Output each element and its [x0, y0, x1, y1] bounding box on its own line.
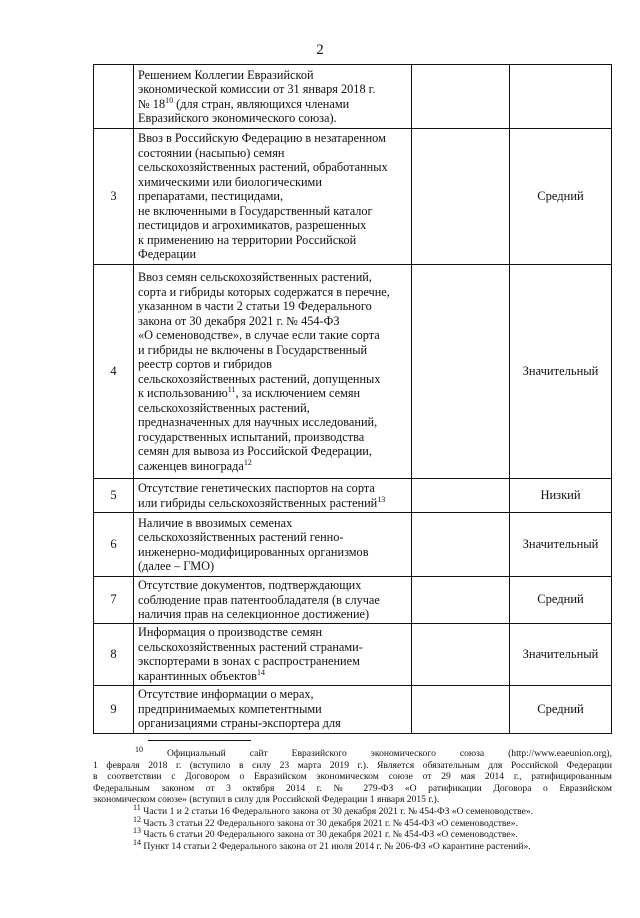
description-line: Отсутствие генетических паспортов на сорта — [138, 481, 375, 495]
description-line: карантинных объектов$^{14}$ — [138, 667, 265, 683]
footnote-ref: 14 — [133, 837, 141, 847]
footnote-ref: 10 — [165, 95, 174, 105]
row-number: 9 — [94, 685, 134, 733]
risk-level: Значительный — [510, 513, 612, 577]
risk-level: Значительный — [510, 265, 612, 479]
description-line: инженерно-модифицированных организмов — [138, 544, 369, 559]
description-line: к применению на территории Российской — [138, 232, 357, 247]
description-line: саженцев винограда$^{12}$ — [138, 457, 252, 473]
description-line: Ввоз в Российскую Федерацию в незатаренном — [138, 131, 386, 146]
description-line: закона от 30 декабря 2021 г. № 454-ФЗ — [138, 313, 340, 328]
risk-indicator-table — [93, 64, 612, 734]
footnote-item: $^{13}$ Часть 6 статьи 20 Федерального закона от 30 декабря 2021 г. № 454-ФЗ «О семеноводстве». — [133, 825, 518, 841]
description-line: государственных испытаний, производства — [138, 429, 365, 444]
description-line: к использованию$^{11}$, за исключением семян — [138, 384, 361, 400]
row-number: 6 — [94, 513, 134, 577]
risk-level: Значительный — [510, 623, 612, 685]
table-row — [94, 129, 612, 265]
description-line: наличия прав на селекционное достижение) — [138, 607, 370, 621]
risk-level: Низкий — [510, 479, 612, 513]
footnote-separator — [148, 740, 251, 741]
description-line: сельскохозяйственных растений генно- — [138, 530, 344, 544]
table-row — [94, 65, 612, 129]
description-line: пестицидов и агрохимикатов, разрешенных — [138, 218, 367, 233]
empty-cell — [412, 479, 510, 513]
empty-cell — [412, 65, 510, 129]
footnotes — [93, 744, 612, 852]
footnote-ref: 10 — [135, 744, 143, 754]
page-number: 2 — [316, 42, 324, 58]
risk-level — [510, 65, 612, 129]
description-line: сельскохозяйственных растений, обработанных — [138, 160, 388, 175]
description-line: Евразийского экономического союза). — [138, 111, 337, 125]
footnote-item: $^{14}$ Пункт 14 статьи 2 Федерального закона от 21 июля 2014 г. № 206-ФЗ «О карантине растений». — [133, 837, 531, 852]
risk-level: Средний — [510, 129, 612, 265]
risk-level: Средний — [510, 685, 612, 733]
footnote-list — [93, 802, 612, 852]
row-description — [134, 129, 412, 265]
description-line: Решением Коллегии Евразийской — [138, 67, 314, 82]
footnote-line: 1 февраля 2018 г. (вступило в силу 23 марта 2019 г.). Является обязательным для Российской Федерации — [93, 759, 612, 771]
row-description — [134, 623, 412, 685]
description-line: препаратами, пестицидами, — [138, 189, 284, 204]
empty-cell — [412, 623, 510, 685]
row-description — [134, 265, 412, 479]
empty-cell — [412, 265, 510, 479]
description-line: № $18^{10}$ (для стран, являющихся членами — [138, 95, 350, 111]
row-description — [134, 65, 412, 129]
description-line: Информация о производстве семян — [138, 625, 323, 639]
footnote-ref: 14 — [256, 667, 265, 677]
description-line: «О семеноводстве», в случае если такие сорта — [138, 328, 380, 342]
description-line: указанном в части 2 статьи 19 Федерального — [138, 299, 372, 313]
description-line: предпринимаемых компетентными — [138, 701, 322, 716]
empty-cell — [412, 129, 510, 265]
footnote-line: $^{10}$ Официальный сайт Евразийского экономического союза (http://www.eaeunion.org), — [135, 744, 612, 759]
description-line: не включенными в Государственный каталог — [138, 203, 373, 218]
table-row — [94, 577, 612, 624]
description-line: Федерации — [138, 247, 197, 262]
footnote-ref: 11 — [227, 384, 236, 394]
footnote-item: $^{12}$ Часть 3 статьи 22 Федерального закона от 30 декабря 2021 г. № 454-ФЗ «О семеноводстве». — [133, 814, 518, 829]
row-number: 5 — [94, 479, 134, 513]
footnote-line: в соответствии с Договором о Евразийском экономическом союзе от 29 мая 2014 г., ратифицированным — [93, 771, 612, 783]
row-number: 8 — [94, 623, 134, 685]
table-row — [94, 265, 612, 479]
row-number: 4 — [94, 265, 134, 479]
footnote-ref: 13 — [133, 825, 141, 835]
description-line: сельскохозяйственных растений, — [138, 400, 310, 415]
row-description — [134, 479, 412, 513]
description-line: реестр сортов и гибридов — [138, 357, 272, 371]
row-description — [134, 577, 412, 624]
row-number: 3 — [94, 129, 134, 265]
description-line: сельскохозяйственных растений, допущенных — [138, 371, 381, 386]
empty-cell — [412, 577, 510, 624]
description-line: семян для вывоза из Российской Федерации, — [138, 444, 372, 458]
risk-level: Средний — [510, 577, 612, 624]
description-line: сельскохозяйственных растений странами- — [138, 639, 363, 654]
description-line: (далее – ГМО) — [138, 559, 215, 573]
description-line: Ввоз семян сельскохозяйственных растений, — [138, 270, 372, 284]
description-line: химическими или биологическими — [138, 174, 322, 189]
description-line: и гибриды не включены в Государственный — [138, 342, 368, 357]
table-row — [94, 479, 612, 513]
footnote-ref: 12 — [243, 457, 252, 467]
description-line: соблюдение прав патентообладателя (в случае — [138, 592, 380, 607]
description-line: предназначенных для научных исследований, — [138, 415, 378, 429]
row-description — [134, 513, 412, 577]
description-line: экономической комиссии от 31 января 2018 г. — [138, 82, 376, 96]
description-line: экспортерами в зонах с распространением — [138, 654, 360, 668]
row-number: 7 — [94, 577, 134, 624]
description-line: состоянии (насыпью) семян — [138, 145, 285, 160]
footnote-ref: 13 — [377, 494, 386, 504]
table-row — [94, 623, 612, 685]
description-line: сорта и гибриды которых содержатся в перечне, — [138, 284, 390, 299]
empty-cell — [412, 513, 510, 577]
empty-cell — [412, 685, 510, 733]
description-line: Отсутствие информации о мерах, — [138, 687, 314, 702]
description-line: Отсутствие документов, подтверждающих — [138, 578, 362, 592]
footnote-ref: 11 — [133, 802, 141, 812]
footnote-10 — [93, 744, 612, 806]
footnote-item: $^{11}$ Части 1 и 2 статьи 16 Федерального закона от 30 декабря 2021 г. № 454-ФЗ «О семеноводстве». — [133, 802, 534, 817]
row-description — [134, 685, 412, 733]
description-line: или гибриды сельскохозяйственных растений$^{13}$ — [138, 494, 386, 510]
row-number — [94, 65, 134, 129]
footnote-line: Федеральным законом от 3 октября 2014 г. № 279-ФЗ «О ратификации Договора о Евразийском — [93, 782, 612, 794]
table-row — [94, 685, 612, 733]
table-row — [94, 513, 612, 577]
footnote-ref: 12 — [133, 814, 141, 824]
footnote-line: экономическом союзе» (вступил в силу для Российской Федерации 1 января 2015 г.). — [93, 794, 440, 806]
description-line: Наличие в ввозимых семенах — [138, 515, 293, 530]
description-line: организациями страны-экспортера для — [138, 716, 341, 731]
